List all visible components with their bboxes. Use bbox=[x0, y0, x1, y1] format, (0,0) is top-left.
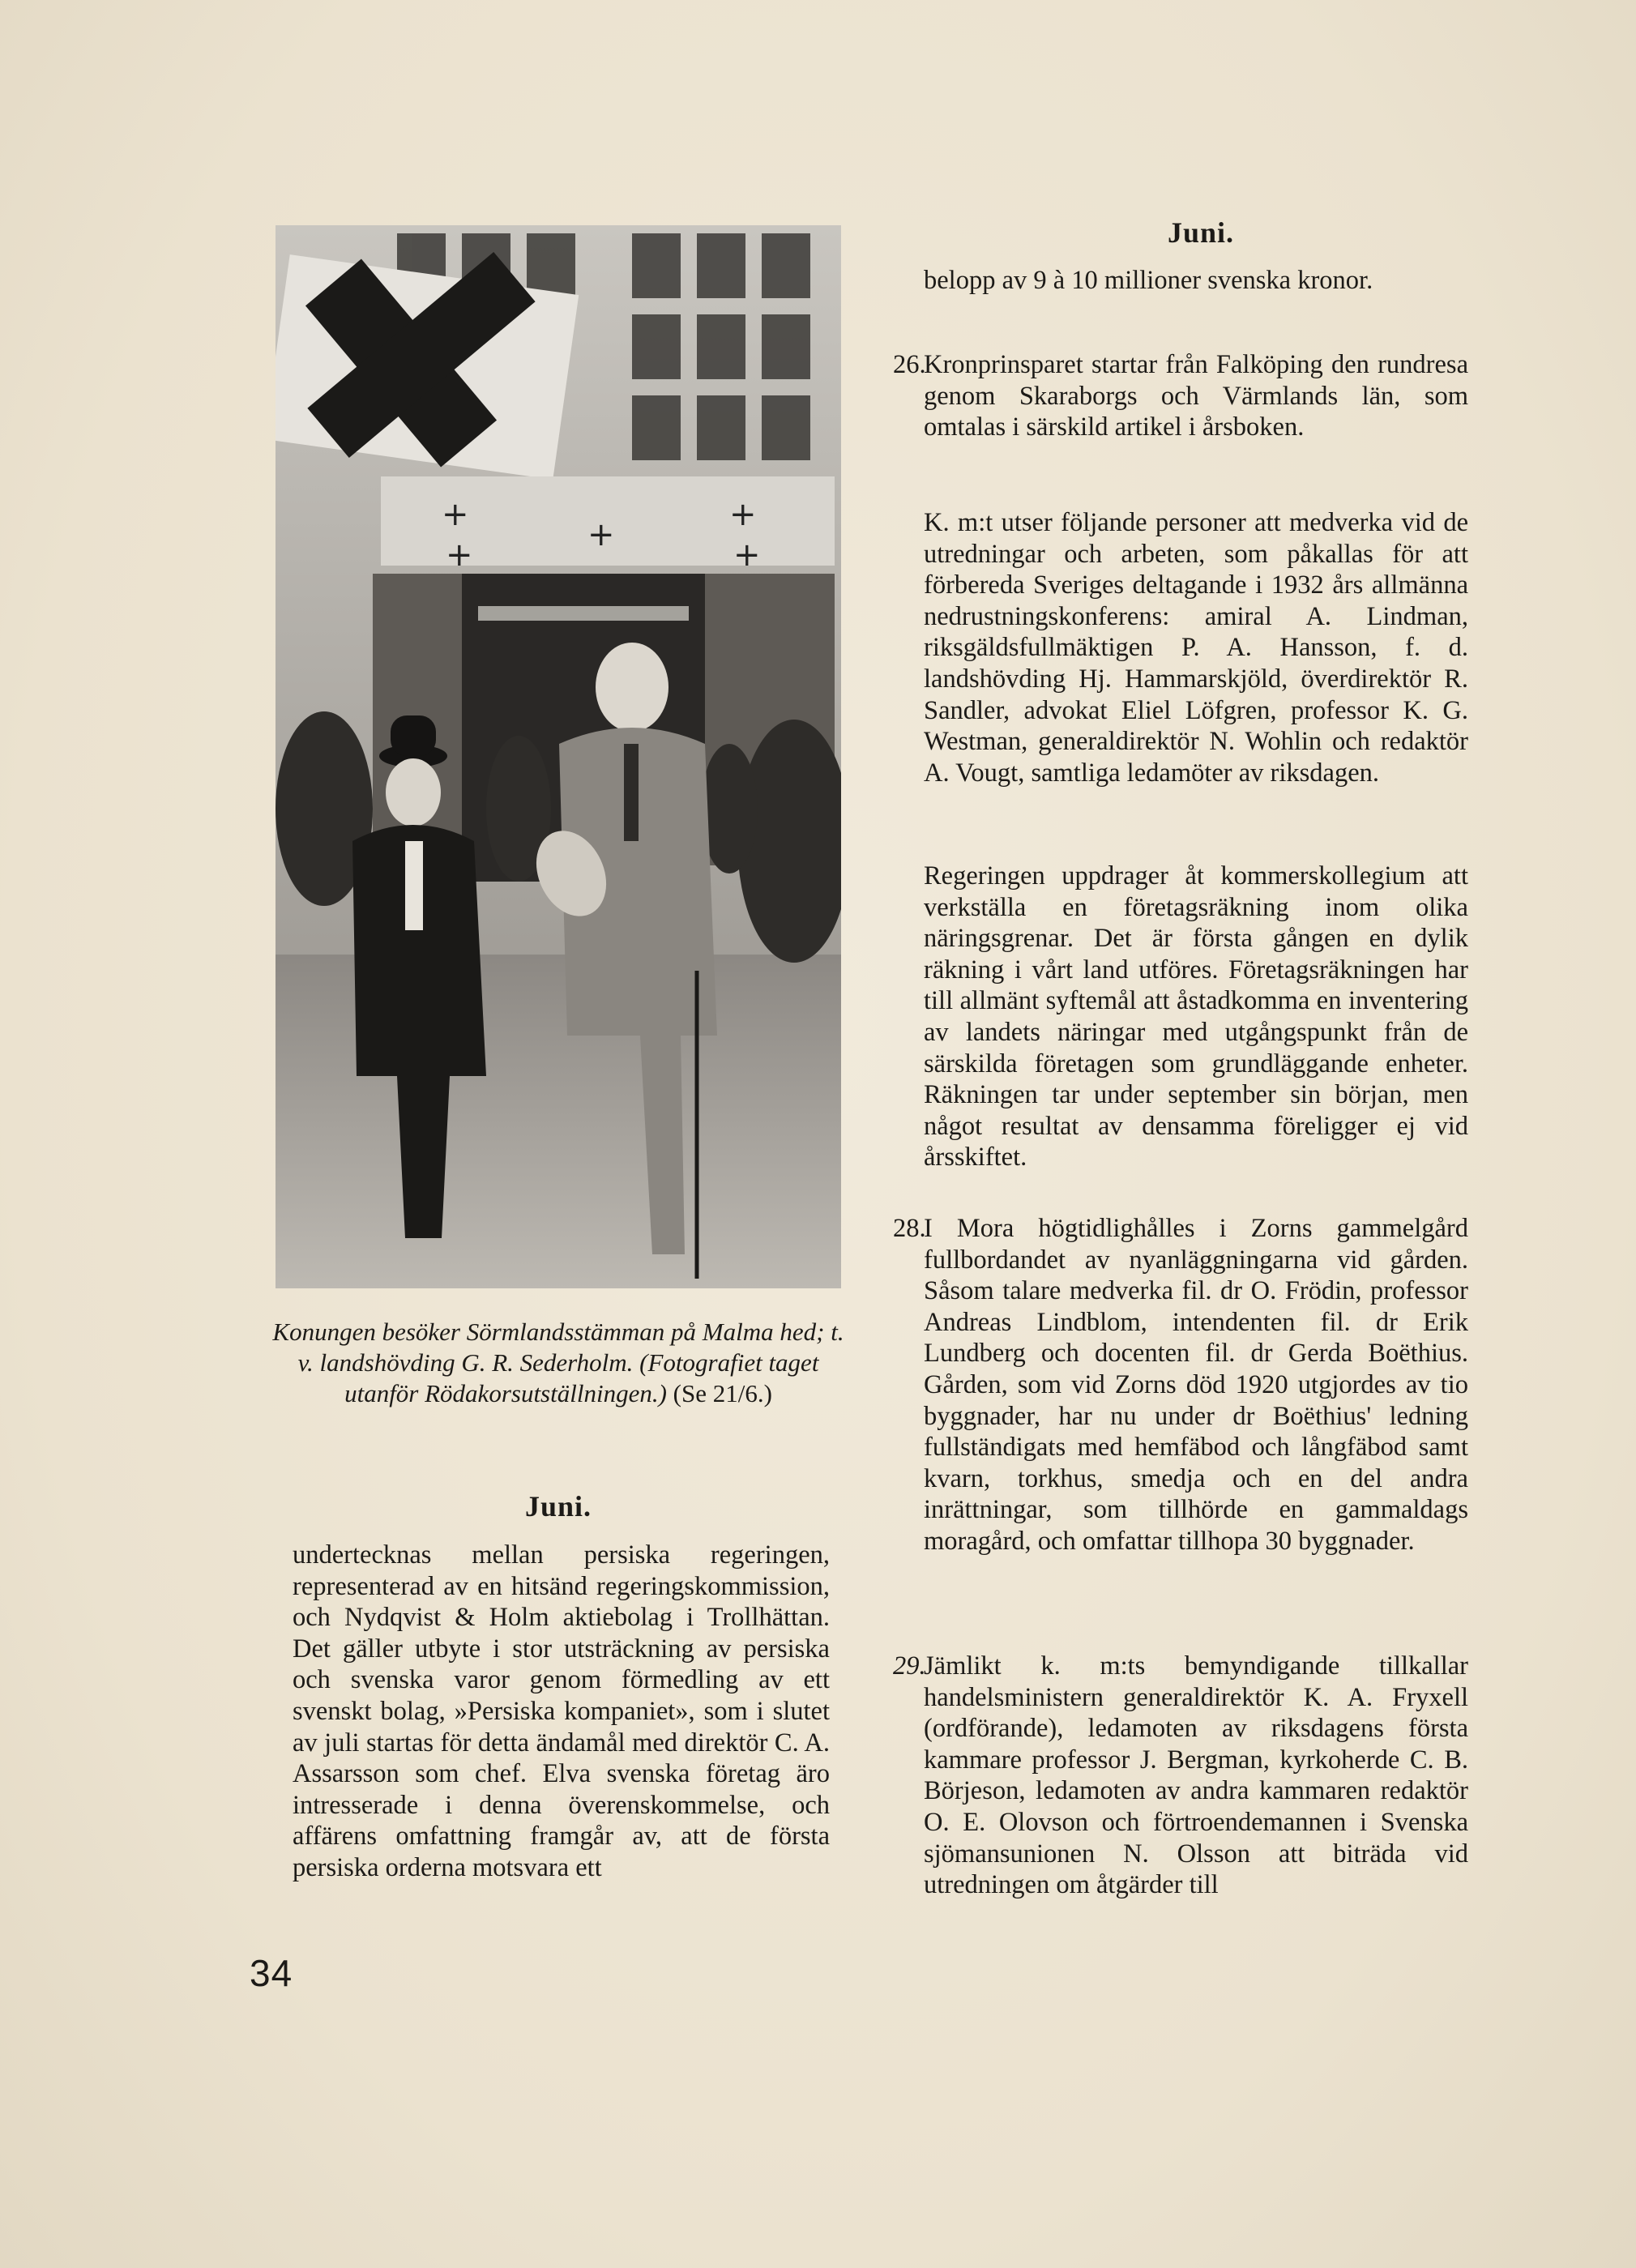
right-column-heading: Juni. bbox=[1167, 216, 1235, 249]
entry-day: 29. bbox=[893, 1651, 926, 1681]
caption-text: Konungen besöker Sörmlandsstämman på Malma hed; t. v. landshövding G. R. Sederholm. (Fotografiet taget utanför Rödakorsutställningen.) bbox=[272, 1318, 844, 1407]
entry-text: Jämlikt k. m:ts bemyndigande tillkallar handelsministern generaldirektör K. A. Fryxell (ordförande), ledamoten av riksdagens första kammare professor J. Bergman, kyrkoherde C. B. Börjeson, ledamoten av andra kammaren redaktör O. E. Olovson och förtroendemannen i Svenska sjömansunionen N. Olsson att biträda vid utredningen om åtgärder till bbox=[924, 1651, 1468, 1900]
entry-26 bbox=[893, 349, 1468, 443]
entry-text: Kronprinsparet startar från Falköping den rundresa genom Skaraborgs och Värmlands län, som omtalas i särskild artikel i årsboken. bbox=[924, 350, 1468, 442]
page-number: 34 bbox=[250, 1952, 293, 1994]
svg-text:+: + bbox=[729, 496, 757, 533]
entry-disarmament-committee bbox=[924, 507, 1468, 788]
entry-text: K. m:t utser följande personer att medverka vid de utredningar och arbeten, som påkallas för att förbereda Sveriges deltagande i 1932 års allmänna nedrustningskonferens: amiral A. Lindman, riksgäldsfullmäktigen P. A. Hansson, f. d. landshövding Hj. Hammarskjöld, överdirektör R. Sandler, advokat Eliel Löfgren, professor K. G. Westman, generaldirektör N. Wohlin och redaktör A. Vougt, samtliga ledamöter av riksdagen. bbox=[924, 508, 1468, 788]
entry-text: I Mora högtidlighålles i Zorns gammelgård fullbordandet av nyanläggningarna vid gården. Såsom talare medverka fil. dr O. Frödin, professor Andreas Lindblom, intendenten fil. dr Erik Lundberg och docenten fil. dr Gerda Boëthius. Gården, som vid Zorns död 1920 utgjordes av tio byggnader, har nu under dr Boëthius' ledning fullständigats med hemfäbod och långfäbod samt kvarn, torkhus, smedja och en del andra inrättningar, som tillhörde en gammaldags moragård, och omfattar tillhopa 30 byggnader. bbox=[924, 1214, 1468, 1556]
caption-reference: (Se 21/6.) bbox=[673, 1379, 772, 1407]
right-column-intro bbox=[924, 265, 1468, 297]
svg-text:+: + bbox=[587, 516, 615, 553]
photograph bbox=[276, 225, 841, 1288]
svg-text:+: + bbox=[733, 536, 761, 574]
entry-day: 28. bbox=[893, 1214, 926, 1243]
entry-29 bbox=[893, 1651, 1468, 1901]
entry-text: Regeringen uppdrager åt kommerskollegium att verkställa en företagsräkning inom olika näringsgrenar. Det är första gången en dylik räkning i vårt land utföres. Företagsräkningen har till allmänt syftemål att åstadkomma en inventering av landets näringar med utgångspunkt från de särskilda företagen som grundläggande enheter. Räkningen tar under september sin början, men något resultat av densamma föreligger ej vid årsskiftet. bbox=[924, 861, 1468, 1172]
entry-business-census bbox=[924, 861, 1468, 1173]
svg-text:+: + bbox=[442, 496, 469, 533]
entry-28 bbox=[893, 1213, 1468, 1557]
entry-day: 26. bbox=[893, 350, 926, 379]
photo-illustration bbox=[276, 225, 841, 1288]
svg-text:+: + bbox=[446, 536, 473, 574]
photo-caption bbox=[263, 1317, 853, 1409]
left-column-heading: Juni. bbox=[524, 1490, 592, 1523]
intro-text: belopp av 9 à 10 millioner svenska kronor. bbox=[924, 266, 1373, 295]
left-column-body: undertecknas mellan persiska regeringen, representerad av en hitsänd regeringskommission, och Nydqvist & Holm aktiebolag i Trollhättan. Det gäller utbyte i stor utsträckning av persiska och svenska varor genom förmedling av ett svenskt bolag, »Persiska kompaniet», som i slutet av juli startas för detta ändamål med direktör C. A. Assarsson som chef. Elva svenska företag äro intresserade i denna överenskommelse, och affärens omfattning framgår av, att de första persiska orderna motsvara ett bbox=[293, 1540, 830, 1882]
